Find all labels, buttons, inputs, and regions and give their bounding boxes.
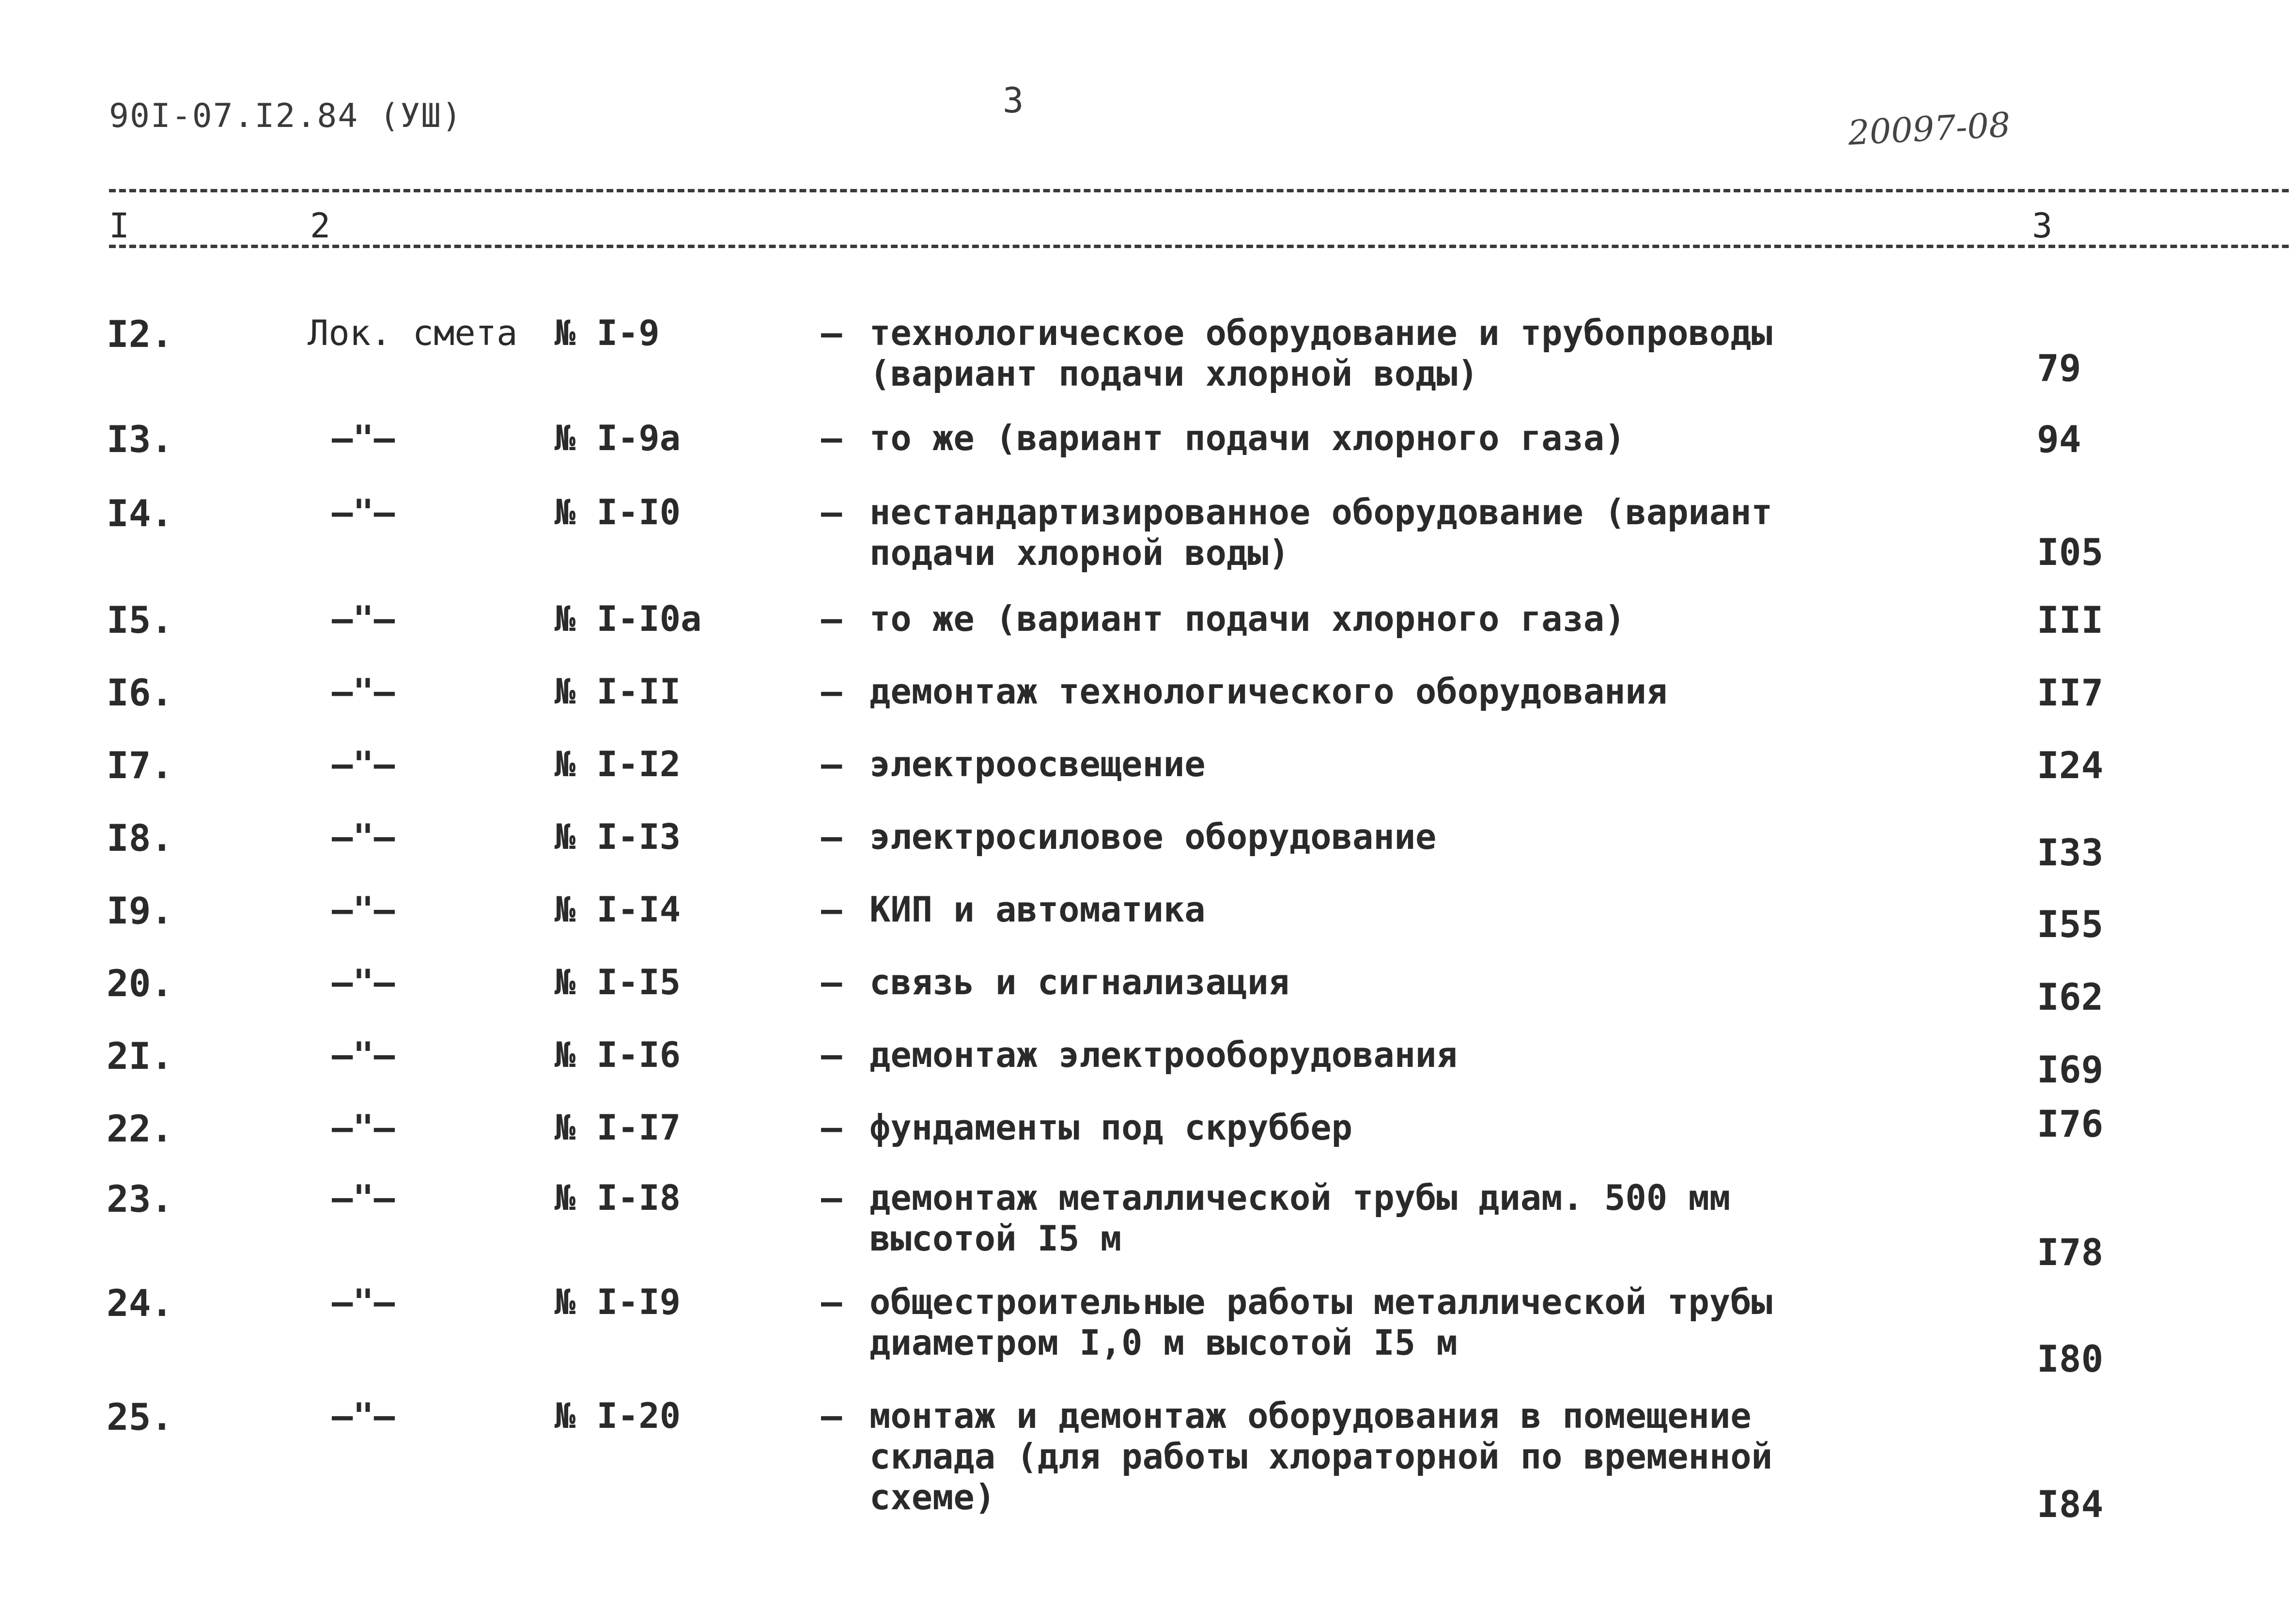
- row-description: то же (вариант подачи хлорного газа): [869, 418, 1626, 458]
- row-dash: –: [821, 1107, 842, 1148]
- column-number-1: I: [109, 206, 130, 246]
- row-dash: –: [821, 1034, 842, 1075]
- row-ditto-mark: –"–: [332, 744, 395, 784]
- row-description: то же (вариант подачи хлорного газа): [869, 598, 1626, 639]
- row-page: I80: [2037, 1337, 2104, 1380]
- row-ditto-mark: –"–: [332, 1177, 395, 1218]
- header-divider-top: [109, 189, 2289, 192]
- row-number: 22.: [107, 1107, 173, 1150]
- row-dash: –: [821, 962, 842, 1002]
- row-number: I8.: [107, 816, 173, 860]
- row-dash: –: [821, 671, 842, 712]
- row-estimate-ref: № I-I9: [555, 1282, 681, 1322]
- row-estimate-ref: № I-I6: [555, 1034, 681, 1075]
- row-ditto-mark: –"–: [332, 1107, 395, 1148]
- column-number-2: 2: [310, 206, 331, 246]
- row-page: I24: [2037, 744, 2104, 787]
- row-estimate-ref: № I-I3: [555, 816, 681, 857]
- row-estimate-ref: № I-I8: [555, 1177, 681, 1218]
- row-description: демонтаж технологического оборудования: [869, 671, 1668, 712]
- row-number: I6.: [107, 671, 173, 714]
- row-ditto-mark: –"–: [332, 816, 395, 857]
- row-estimate-ref: № I-I7: [555, 1107, 681, 1148]
- row-number: I3.: [107, 418, 173, 461]
- row-number: 2I.: [107, 1034, 173, 1078]
- page-number: 3: [1003, 80, 1024, 121]
- row-dash: –: [821, 889, 842, 930]
- row-ditto-mark: –"–: [332, 671, 395, 712]
- row-estimate-ref: № I-I4: [555, 889, 681, 930]
- row-page: I69: [2037, 1048, 2104, 1091]
- row-page: 79: [2037, 346, 2081, 390]
- row-number: I2.: [107, 313, 173, 356]
- row-number: I4.: [107, 492, 173, 535]
- row-page: III: [2037, 598, 2104, 641]
- row-page: I76: [2037, 1102, 2104, 1145]
- row-number: I7.: [107, 744, 173, 787]
- row-ditto-mark: –"–: [332, 1395, 395, 1436]
- row-ditto-mark: –"–: [332, 492, 395, 532]
- row-ditto-mark: –"–: [332, 1034, 395, 1075]
- row-estimate-ref: № I-I2: [555, 744, 681, 784]
- row-dash: –: [821, 313, 842, 353]
- row-estimate-ref: № I-I0: [555, 492, 681, 532]
- row-description: технологическое оборудование и трубопроводы (вариант подачи хлорной воды): [869, 313, 1772, 394]
- row-page: I62: [2037, 975, 2104, 1018]
- row-number: 23.: [107, 1177, 173, 1220]
- row-number: I9.: [107, 889, 173, 932]
- row-number: 25.: [107, 1395, 173, 1439]
- header-divider-bottom: [109, 245, 2289, 248]
- row-dash: –: [821, 1177, 842, 1218]
- row-description: общестроительные работы металлической трубы диаметром I,0 м высотой I5 м: [869, 1282, 1772, 1363]
- row-page: 94: [2037, 418, 2081, 461]
- row-number: I5.: [107, 598, 173, 641]
- row-ditto-mark: –"–: [332, 418, 395, 458]
- row-dash: –: [821, 744, 842, 784]
- row-ditto-mark: –"–: [332, 1282, 395, 1322]
- row-dash: –: [821, 1395, 842, 1436]
- row-dash: –: [821, 816, 842, 857]
- row-estimate-ref: № I-20: [555, 1395, 681, 1436]
- row-description: электросиловое оборудование: [869, 816, 1437, 857]
- row-estimate-ref: № I-II: [555, 671, 681, 712]
- row-dash: –: [821, 492, 842, 532]
- column-number-3: 3: [2032, 206, 2053, 246]
- row-description: фундаменты под скруббер: [869, 1107, 1352, 1148]
- row-document-type: Лок. смета: [308, 313, 518, 353]
- row-description: КИП и автоматика: [869, 889, 1206, 930]
- row-dash: –: [821, 598, 842, 639]
- row-number: 24.: [107, 1282, 173, 1325]
- row-estimate-ref: № I-I0а: [555, 598, 702, 639]
- row-description: нестандартизированное оборудование (вариант подачи хлорной воды): [869, 492, 1772, 573]
- row-page: II7: [2037, 671, 2104, 714]
- document-code: 90I-07.I2.84 (УШ): [109, 97, 463, 135]
- row-page: I33: [2037, 831, 2104, 874]
- row-page: I55: [2037, 903, 2104, 946]
- row-description: электроосвещение: [869, 744, 1206, 784]
- row-estimate-ref: № I-9: [555, 313, 660, 353]
- row-dash: –: [821, 418, 842, 458]
- row-ditto-mark: –"–: [332, 962, 395, 1002]
- row-page: I05: [2037, 531, 2104, 574]
- row-description: связь и сигнализация: [869, 962, 1289, 1002]
- row-page: I78: [2037, 1231, 2104, 1274]
- row-description: демонтаж электрооборудования: [869, 1034, 1458, 1075]
- row-dash: –: [821, 1282, 842, 1322]
- row-estimate-ref: № I-9а: [555, 418, 681, 458]
- row-number: 20.: [107, 962, 173, 1005]
- row-description: демонтаж металлической трубы диам. 500 мм высотой I5 м: [869, 1177, 1731, 1259]
- handwritten-number: 20097-08: [1847, 105, 2012, 153]
- row-ditto-mark: –"–: [332, 889, 395, 930]
- row-description: монтаж и демонтаж оборудования в помещение склада (для работы хлораторной по временной схеме): [869, 1395, 1772, 1517]
- row-estimate-ref: № I-I5: [555, 962, 681, 1002]
- row-ditto-mark: –"–: [332, 598, 395, 639]
- row-page: I84: [2037, 1483, 2104, 1526]
